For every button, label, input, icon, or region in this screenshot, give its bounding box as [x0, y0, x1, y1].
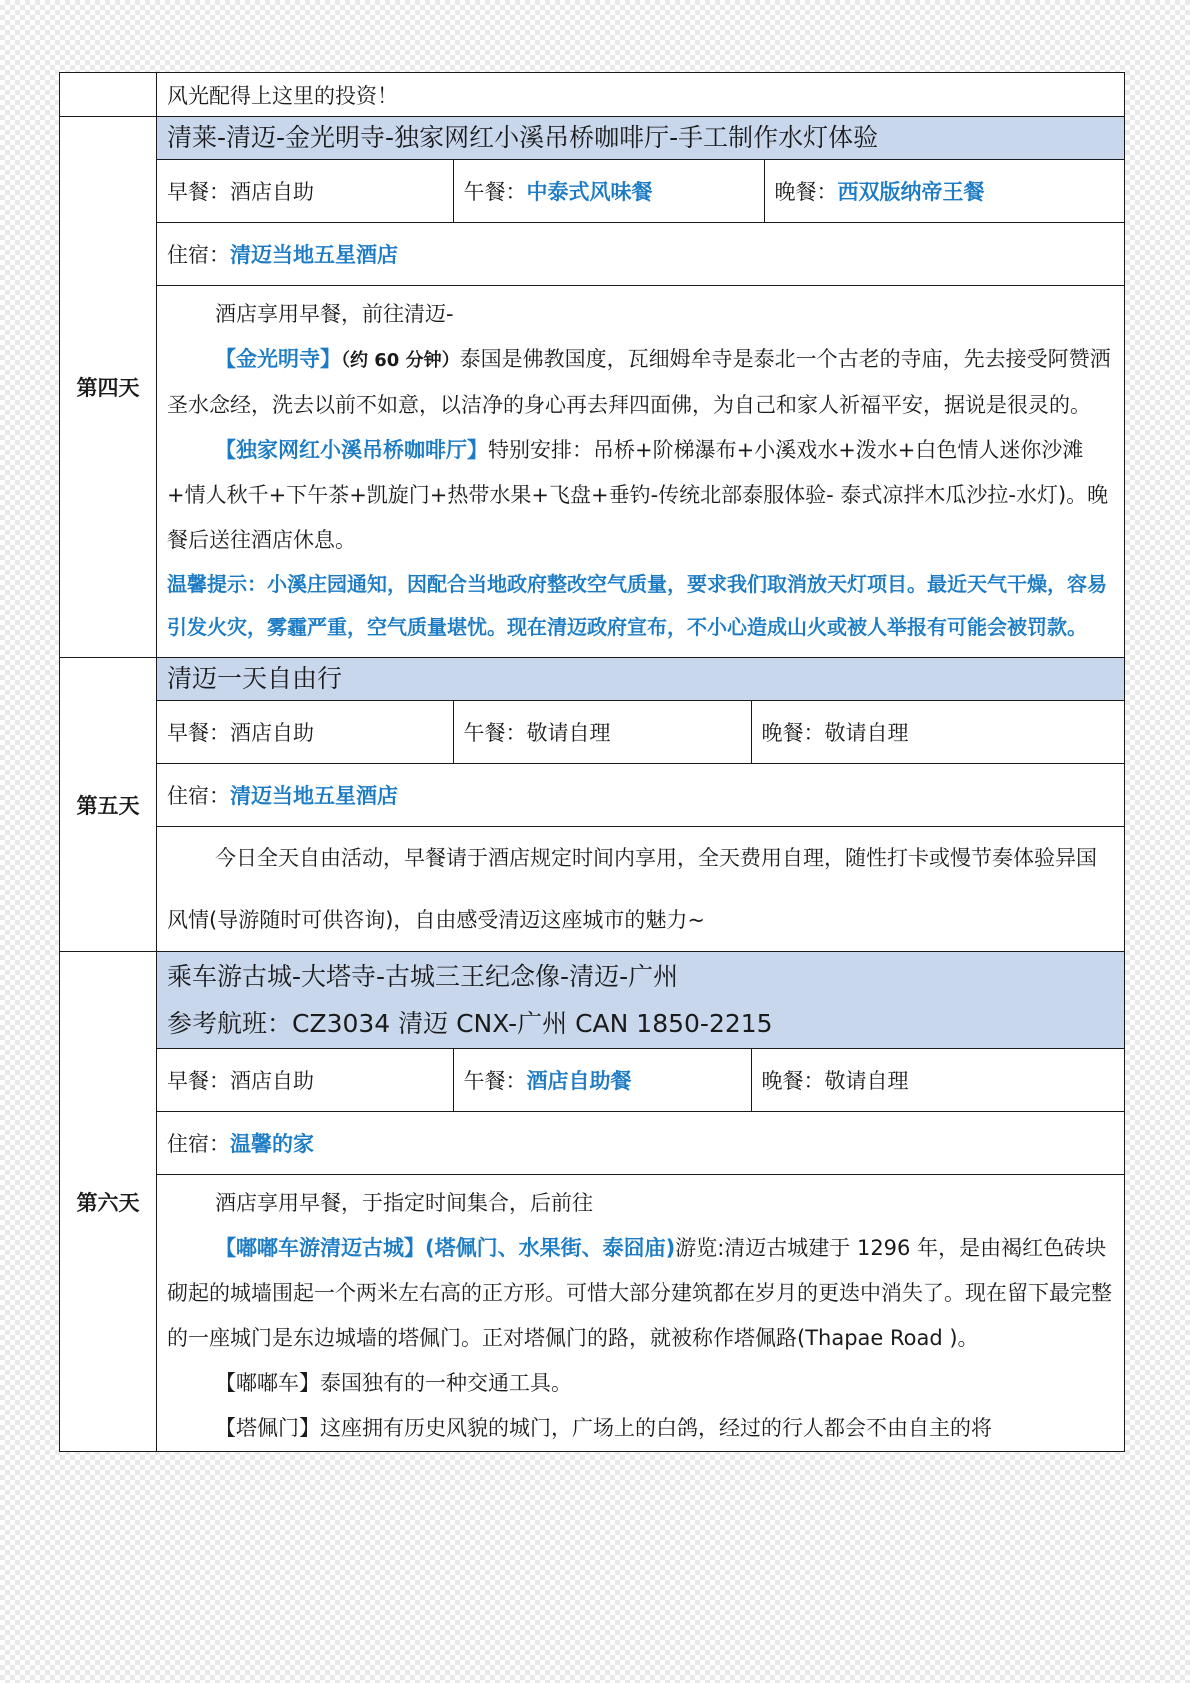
day6-lodging-row — [60, 1112, 1125, 1175]
breakfast-value: 酒店自助 — [230, 1069, 314, 1093]
day6-breakfast — [157, 1049, 453, 1111]
day4-dinner — [764, 160, 1124, 222]
day6-meals-cell — [157, 1049, 1125, 1112]
day5-lunch — [453, 701, 751, 763]
day4-meals — [157, 160, 1124, 222]
day5-lodging-row — [60, 764, 1125, 827]
day6-paragraph-2 — [167, 1226, 1114, 1361]
dinner-label: 晚餐： — [774, 180, 838, 204]
day4-lunch — [453, 160, 764, 222]
day5-title-row — [60, 658, 1125, 701]
day6-paragraph-1: 酒店享用早餐，于指定时间集合，后前往 — [215, 1191, 593, 1215]
day6-title-cell — [157, 952, 1125, 1049]
lodging-value: 温馨的家 — [230, 1132, 314, 1156]
golden-temple-highlight: 【金光明寺】 — [215, 347, 341, 371]
day5-detail — [157, 827, 1125, 952]
day4-breakfast — [157, 160, 453, 222]
breakfast-label: 早餐： — [167, 1069, 230, 1093]
day6-label: 第六天 — [60, 952, 157, 1452]
day6-title-row — [60, 952, 1125, 1049]
day5-meals — [157, 701, 1124, 763]
day6-detail-row — [60, 1175, 1125, 1452]
day4-meals-row — [60, 160, 1125, 223]
day5-breakfast — [157, 701, 453, 763]
breakfast-value: 酒店自助 — [230, 721, 314, 745]
cafe-text: 特别安排：吊桥+阶梯瀑布+小溪戏水+泼水+白色情人迷你沙滩+情人秋千+下午茶+凯旋门+热带水果+飞盘+垂钓-传统北部泰服体验- 泰式凉拌木瓜沙拉-水灯)。晚餐后送往酒店休息。 — [167, 438, 1109, 552]
day4-lodging-row — [60, 223, 1125, 286]
day5-meals-row — [60, 701, 1125, 764]
lodging-label: 住宿： — [167, 243, 230, 267]
day6-meals — [157, 1049, 1124, 1111]
lunch-label: 午餐： — [463, 180, 527, 204]
day6-detail — [157, 1175, 1125, 1452]
breakfast-value: 酒店自助 — [230, 180, 314, 204]
day5-paragraph-1: 今日全天自由活动，早餐请于酒店规定时间内享用，全天费用自理，随性打卡或慢节奏体验异国风情(导游随时可供咨询)，自由感受清迈这座城市的魅力~ — [167, 846, 1097, 932]
lunch-value: 中泰式风味餐 — [526, 180, 653, 204]
day4-detail — [157, 286, 1125, 658]
day5-lodging — [157, 764, 1125, 827]
lunch-label: 午餐： — [463, 721, 527, 745]
day5-title: 清迈一天自由行 — [157, 658, 1125, 701]
breakfast-label: 早餐： — [167, 180, 230, 204]
lunch-value: 敬请自理 — [526, 721, 611, 745]
itinerary-table — [59, 72, 1125, 1452]
day4-lodging — [157, 223, 1125, 286]
intro-day-cell — [60, 73, 157, 117]
day6-dinner — [751, 1049, 1124, 1111]
golden-temple-text: 泰国是佛教国度，瓦细姆牟寺是泰北一个古老的寺庙，先去接受阿赞洒圣水念经，洗去以前不如意，以洁净的身心再去拜四面佛，为自己和家人祈福平安，据说是很灵的。 — [167, 347, 1111, 417]
lodging-value: 清迈当地五星酒店 — [230, 243, 398, 267]
day5-meals-cell — [157, 701, 1125, 764]
day4-paragraph-3 — [167, 428, 1114, 563]
day6-paragraph-3: 【嘟嘟车】泰国独有的一种交通工具。 — [215, 1371, 572, 1395]
day4-meals-cell — [157, 160, 1125, 223]
day4-detail-row — [60, 286, 1125, 658]
day4-paragraph-1: 酒店享用早餐，前往清迈- — [215, 302, 454, 326]
day4-title: 清莱-清迈-金光明寺-独家网红小溪吊桥咖啡厅-手工制作水灯体验 — [157, 117, 1125, 160]
day6-title: 乘车游古城-大塔寺-古城三王纪念像-清迈-广州 — [167, 962, 679, 991]
day4-label: 第四天 — [60, 117, 157, 658]
dinner-label: 晚餐： — [761, 721, 825, 745]
day5-dinner — [751, 701, 1124, 763]
lodging-value: 清迈当地五星酒店 — [230, 784, 398, 808]
day4-title-row — [60, 117, 1125, 160]
old-city-highlight: 【嘟嘟车游清迈古城】(塔佩门、水果街、泰囧庙) — [215, 1236, 676, 1260]
duration-note: （约 60 分钟） — [341, 350, 460, 371]
lodging-label: 住宿： — [167, 784, 230, 808]
day4-paragraph-2 — [167, 337, 1114, 428]
cafe-highlight: 【独家网红小溪吊桥咖啡厅】 — [215, 438, 488, 462]
lunch-value: 酒店自助餐 — [526, 1069, 632, 1093]
day6-lunch — [453, 1049, 751, 1111]
lodging-label: 住宿： — [167, 1132, 230, 1156]
intro-text: 风光配得上这里的投资！ — [157, 73, 1125, 117]
breakfast-label: 早餐： — [167, 721, 230, 745]
intro-row — [60, 73, 1125, 117]
day6-meals-row — [60, 1049, 1125, 1112]
day5-label: 第五天 — [60, 658, 157, 952]
day6-flight: 参考航班：CZ3034 清迈 CNX-广州 CAN 1850-2215 — [167, 1009, 773, 1038]
dinner-value: 敬请自理 — [824, 721, 909, 745]
itinerary-page — [59, 72, 1125, 1452]
day6-paragraph-4: 【塔佩门】这座拥有历史风貌的城门，广场上的白鸽，经过的行人都会不由自主的将 — [215, 1416, 992, 1440]
dinner-value: 敬请自理 — [824, 1069, 909, 1093]
dinner-label: 晚餐： — [761, 1069, 825, 1093]
day5-detail-row — [60, 827, 1125, 952]
dinner-value: 西双版纳帝王餐 — [837, 180, 985, 204]
day4-tip: 温馨提示：小溪庄园通知，因配合当地政府整改空气质量，要求我们取消放天灯项目。最近天气干燥，容易引发火灾，雾霾严重，空气质量堪忧。现在清迈政府宣布，不小心造成山火或被人举报有可能会被罚款。 — [167, 572, 1107, 639]
old-city-text: 游览:清迈古城建于 1296 年，是由褐红色砖块砌起的城墙围起一个两米左右高的正方形。可惜大部分建筑都在岁月的更迭中消失了。现在留下最完整的一座城门是东边城墙的塔佩门。正对塔佩门的路，就被称作塔佩路(Thapae Road )。 — [167, 1236, 1112, 1350]
lunch-label: 午餐： — [463, 1069, 527, 1093]
day6-lodging — [157, 1112, 1125, 1175]
